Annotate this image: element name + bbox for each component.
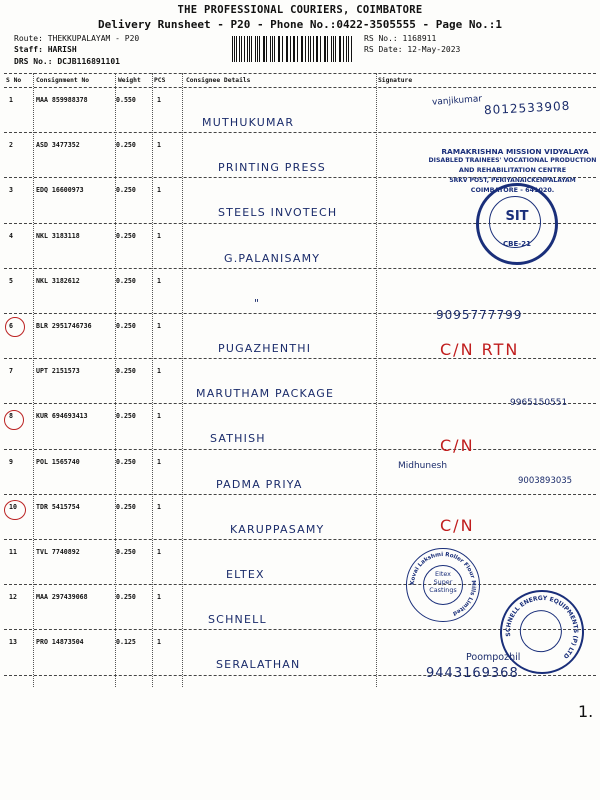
barcode [232, 36, 354, 62]
cell-sno: 8 [9, 412, 13, 421]
cell-pcs: 1 [157, 502, 161, 511]
staff-value: HARISH [47, 45, 77, 54]
cell-consignee: ELTEX [226, 568, 265, 581]
col-header-pcs: PCS [154, 77, 166, 84]
cell-sno: 7 [9, 367, 13, 376]
page-mark: 1. [578, 702, 594, 721]
cell-consignee: PRINTING PRESS [218, 161, 326, 175]
cell-pcs: 1 [157, 231, 161, 240]
cell-weight: 0.125 [116, 638, 136, 647]
drs-value: DCJB116891101 [57, 57, 120, 66]
cell-consignee: MUTHUKUMAR [202, 116, 295, 129]
drs-line [14, 57, 120, 66]
row9-signature-phone: 9003893035 [518, 476, 573, 486]
cell-consignment: MAA 859988378 [36, 96, 88, 104]
cell-consignee: SATHISH [210, 432, 266, 446]
cell-pcs: 1 [157, 593, 161, 602]
cell-sno: 4 [9, 231, 13, 240]
cell-sno: 2 [9, 141, 13, 150]
cell-consignment: NKL 3183118 [36, 231, 80, 240]
rs-date-label: RS Date: [364, 45, 403, 54]
rs-no-value: 1168911 [402, 34, 437, 43]
cell-consignment: BLR 2951746736 [36, 322, 92, 330]
cell-consignment: ASD 3477352 [36, 141, 80, 150]
cell-weight: 0.250 [116, 593, 136, 602]
table-border [4, 87, 596, 88]
cell-consignee: " [254, 296, 261, 310]
rs-no-line [364, 34, 436, 43]
staff-label: Staff: [14, 45, 43, 54]
cell-weight: 0.250 [116, 141, 136, 150]
rs-no-label: RS No.: [364, 34, 398, 43]
cell-sno: 12 [9, 593, 17, 602]
rs-date-value: 12-May-2023 [407, 45, 461, 54]
row13-signature-name: Poompozhil [466, 652, 521, 663]
cell-consignment: TDR 5415754 [36, 502, 80, 511]
cell-consignment: EDQ 16600973 [36, 186, 84, 195]
cell-consignment: PRO 14873504 [36, 638, 84, 647]
cell-consignee: STEELS INVOTECH [218, 206, 338, 220]
route-label: Route: [14, 34, 43, 43]
cell-pcs: 1 [157, 548, 161, 556]
cell-weight: 0.250 [116, 457, 136, 466]
route-value: THEKKUPALAYAM - P20 [47, 34, 140, 43]
cell-pcs: 1 [157, 322, 161, 330]
cell-sno: 1 [9, 96, 13, 104]
cell-pcs: 1 [157, 367, 161, 376]
row-divider [4, 132, 596, 133]
cell-sno: 11 [9, 548, 17, 556]
sno-circle-mark [4, 410, 24, 430]
row-divider [4, 449, 596, 450]
cell-sno: 13 [9, 638, 17, 647]
row1-signature-name: vanjikumar [431, 94, 483, 108]
column-divider [152, 73, 153, 687]
cell-pcs: 1 [157, 638, 161, 647]
cell-consignee: SCHNELL [208, 613, 267, 627]
cell-weight: 0.550 [116, 96, 136, 104]
row-divider [4, 494, 596, 495]
row-divider [4, 584, 596, 585]
col-header-weight: Weight [118, 77, 141, 84]
row-divider [4, 268, 596, 269]
cell-pcs: 1 [157, 457, 161, 466]
row10-note: C/N [440, 516, 475, 535]
cell-weight: 0.250 [116, 412, 136, 421]
sno-circle-mark [4, 500, 26, 520]
table-border [4, 73, 596, 74]
cell-weight: 0.250 [116, 231, 136, 240]
cell-weight: 0.250 [116, 502, 136, 511]
row1-signature-phone: 8012533908 [483, 98, 571, 118]
cell-consignment: KUR 694693413 [36, 412, 88, 421]
row13-signature-phone: 9443169368 [426, 666, 519, 681]
cell-consignment: MAA 297439068 [36, 593, 88, 602]
cell-pcs: 1 [157, 412, 161, 421]
cell-consignee: SERALATHAN [216, 658, 301, 672]
row7-signature-phone: 9965150551 [510, 398, 568, 408]
cell-weight: 0.250 [116, 276, 136, 285]
cell-pcs: 1 [157, 186, 161, 195]
cell-weight: 0.250 [116, 367, 136, 376]
col-header-consignment: Consignment No [36, 77, 90, 84]
seal-center-line3: Castings [429, 586, 457, 594]
cell-consignee: MARUTHAM PACKAGE [196, 387, 335, 401]
rs-date-line [364, 45, 460, 54]
cell-sno: 5 [9, 276, 13, 285]
seal-center-text: SIT [505, 209, 529, 224]
staff-line [14, 45, 77, 54]
cell-consignee: G.PALANISAMY [224, 251, 321, 265]
col-header-sno: S No [6, 77, 22, 84]
col-header-consignee: Consignee Details [186, 77, 251, 84]
cell-consignment: POL 1565740 [36, 457, 80, 466]
route-line [14, 34, 139, 43]
column-divider [182, 73, 183, 687]
cell-pcs: 1 [157, 141, 161, 150]
cell-sno: 10 [9, 502, 17, 511]
seal-center-line1: Eltex [435, 570, 451, 578]
row6-return-note: C/N RTN [440, 340, 520, 359]
cell-weight: 0.250 [116, 186, 136, 195]
row-divider [4, 539, 596, 540]
document-title: THE PROFESSIONAL COURIERS, COIMBATORE [177, 4, 423, 16]
row3-round-seal [476, 183, 558, 265]
svg-text:Kovai Lakshmi Roller Flour Mil: Kovai Lakshmi Roller Flour Mills Limited [409, 551, 477, 617]
cell-weight: 0.250 [116, 548, 136, 556]
row8-note: C/N [440, 436, 475, 455]
cell-sno: 3 [9, 186, 13, 195]
column-divider [33, 73, 34, 687]
column-divider [376, 73, 377, 687]
row9-signature-name: Midhunesh [398, 461, 448, 471]
drs-label: DRS No.: [14, 57, 53, 66]
cell-consignment: UPT 2151573 [36, 367, 80, 376]
row11-eltex-seal [406, 548, 480, 622]
sno-circle-mark [5, 317, 25, 337]
cell-consignee: KARUPPASAMY [230, 522, 325, 536]
cell-pcs: 1 [157, 276, 161, 285]
cell-consignee: PUGAZHENTHI [218, 342, 312, 355]
seal-center-line2: Super [433, 578, 453, 586]
cell-consignment: NKL 3182612 [36, 276, 80, 285]
svg-text:SCHNELL ENERGY EQUIPMENTS (P): SCHNELL ENERGY EQUIPMENTS (P) LTD [504, 594, 580, 660]
document-subtitle: Delivery Runsheet - P20 - Phone No.:0422-3505555 - Page No.:1 [98, 18, 502, 31]
row6-signature-phone: 9095777799 [436, 308, 523, 322]
seal-bottom-text: CBE-21 [503, 240, 531, 248]
cell-weight: 0.250 [116, 322, 136, 330]
cell-consignee: PADMA PRIYA [216, 477, 303, 491]
row-divider [4, 403, 596, 404]
col-header-signature: Signature [378, 77, 413, 84]
cell-pcs: 1 [157, 96, 161, 104]
cell-sno: 6 [9, 322, 13, 330]
cell-sno: 9 [9, 457, 13, 466]
cell-consignment: TVL 7740892 [36, 548, 80, 556]
